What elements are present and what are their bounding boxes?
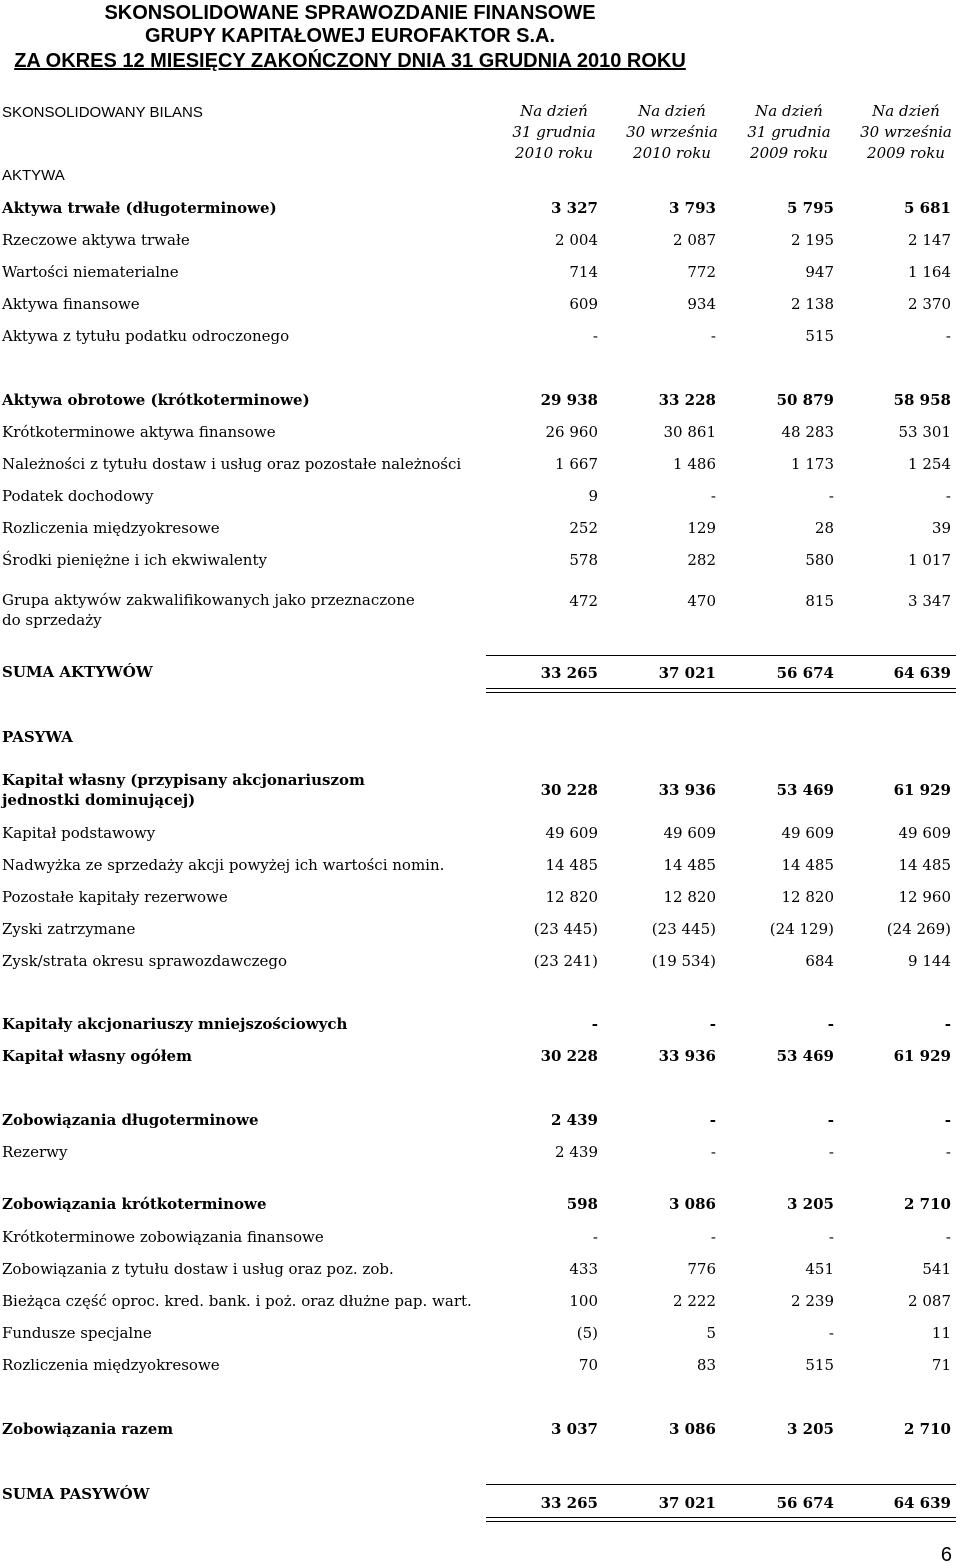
row-value: (23 445)	[533, 920, 598, 938]
row-label: Kapitał własny (przypisany akcjonariuszom jednostki dominującej)	[2, 771, 365, 809]
row-value: 1 667	[555, 455, 598, 473]
row-label: Aktywa obrotowe (krótkoterminowe)	[2, 391, 310, 409]
row-value: 1 017	[908, 551, 951, 569]
row-value: 1 254	[908, 455, 951, 473]
row-value: 30 861	[663, 423, 716, 441]
row-value: 14 485	[663, 856, 716, 874]
row-value: 2 004	[555, 231, 598, 249]
row-value: 2 195	[791, 231, 834, 249]
column-header-line: 2009 roku	[750, 144, 828, 162]
report-title-line2: GRUPY KAPITAŁOWEJ EUROFAKTOR S.A.	[144, 25, 556, 47]
row-value: 470	[687, 592, 716, 610]
row-value: 433	[569, 1260, 598, 1278]
row-value: 2 087	[673, 231, 716, 249]
row-value: (24 129)	[769, 920, 834, 938]
row-value: 3 327	[551, 199, 598, 217]
row-value: -	[828, 1143, 834, 1161]
row-value: (5)	[576, 1324, 598, 1342]
row-value: -	[710, 487, 716, 505]
total-rule	[486, 1484, 956, 1485]
row-value: 282	[687, 551, 716, 569]
row-value: 5 681	[904, 199, 951, 217]
row-value: 70	[578, 1356, 598, 1374]
row-value: 2 710	[904, 1195, 951, 1213]
row-value: 56 674	[776, 664, 834, 682]
row-label: Zyski zatrzymane	[2, 920, 136, 938]
column-header-line: Na dzień	[872, 102, 940, 120]
row-value: 28	[814, 519, 834, 537]
row-value: -	[828, 1324, 834, 1342]
aktywa-label: AKTYWA	[2, 167, 65, 184]
row-value: 61 929	[893, 1047, 951, 1065]
row-label: Nadwyżka ze sprzedaży akcji powyżej ich wartości nomin.	[2, 856, 445, 874]
row-value: 1 164	[908, 263, 951, 281]
row-label: Rozliczenia międzyokresowe	[2, 1356, 220, 1374]
row-value: 14 485	[781, 856, 834, 874]
row-value: 14 485	[545, 856, 598, 874]
row-label: Aktywa z tytułu podatku odroczonego	[2, 327, 290, 345]
page-number: 6	[940, 1544, 952, 1566]
row-value: -	[709, 1015, 716, 1033]
row-value: 2 439	[555, 1143, 598, 1161]
row-label: Kapitał własny ogółem	[2, 1047, 192, 1065]
row-value: 33 936	[658, 781, 716, 799]
row-value: 714	[569, 263, 598, 281]
row-value: (23 241)	[533, 952, 598, 970]
row-value: 100	[569, 1292, 598, 1310]
row-label: Rzeczowe aktywa trwałe	[2, 231, 190, 249]
row-label: SUMA AKTYWÓW	[2, 663, 153, 681]
row-value: 30 228	[540, 1047, 598, 1065]
report-title-line1: SKONSOLIDOWANE SPRAWOZDANIE FINANSOWE	[104, 2, 596, 24]
row-value: (23 445)	[651, 920, 716, 938]
row-value: -	[944, 1015, 951, 1033]
row-value: 1 173	[791, 455, 834, 473]
row-label: Podatek dochodowy	[2, 487, 154, 505]
row-label: Bieżąca część oproc. kred. bank. i poż. oraz dłużne pap. wart.	[2, 1292, 472, 1310]
row-value: -	[710, 327, 716, 345]
row-label: Kapitały akcjonariuszy mniejszościowych	[2, 1015, 348, 1033]
row-label: Aktywa finansowe	[2, 295, 140, 313]
row-value: 3 086	[669, 1420, 716, 1438]
column-header-line: 2010 roku	[633, 144, 711, 162]
column-header-line: Na dzień	[638, 102, 706, 120]
row-value: 5 795	[787, 199, 834, 217]
row-label: SUMA PASYWÓW	[2, 1485, 150, 1503]
row-value: 9 144	[908, 952, 951, 970]
row-value: 49 609	[663, 824, 716, 842]
row-value: 2 087	[908, 1292, 951, 1310]
row-value: 815	[805, 592, 834, 610]
row-label: Zobowiązania z tytułu dostaw i usług oraz poz. zob.	[2, 1260, 394, 1278]
row-value: 30 228	[540, 781, 598, 799]
row-value: -	[945, 1228, 951, 1246]
row-value: 772	[687, 263, 716, 281]
row-label: Zysk/strata okresu sprawozdawczego	[2, 952, 287, 970]
row-value: 684	[805, 952, 834, 970]
row-label: Aktywa trwałe (długoterminowe)	[2, 199, 277, 217]
row-value: 64 639	[893, 1494, 951, 1512]
row-label: Krótkoterminowe zobowiązania finansowe	[2, 1228, 324, 1246]
row-value: -	[710, 1143, 716, 1161]
row-value: 129	[687, 519, 716, 537]
row-value: 541	[922, 1260, 951, 1278]
row-value: 2 138	[791, 295, 834, 313]
row-value: 14 485	[898, 856, 951, 874]
row-value: 2 239	[791, 1292, 834, 1310]
row-value: 12 820	[663, 888, 716, 906]
column-header-line: 31 grudnia	[512, 123, 596, 141]
row-value: 49 609	[781, 824, 834, 842]
row-value: 776	[687, 1260, 716, 1278]
row-value: -	[709, 1111, 716, 1129]
row-value: 2 439	[551, 1111, 598, 1129]
row-label: Krótkoterminowe aktywa finansowe	[2, 423, 276, 441]
row-value: 3 037	[551, 1420, 598, 1438]
row-value: 2 147	[908, 231, 951, 249]
row-label: Pozostałe kapitały rezerwowe	[2, 888, 228, 906]
column-header-line: 2009 roku	[867, 144, 945, 162]
row-value: 12 820	[545, 888, 598, 906]
row-label: Zobowiązania razem	[2, 1420, 174, 1438]
row-value: 33 265	[540, 1494, 598, 1512]
column-header-line: 30 września	[860, 123, 952, 141]
column-header-line: 2010 roku	[515, 144, 593, 162]
row-value: 33 265	[540, 664, 598, 682]
row-value: 71	[931, 1356, 951, 1374]
row-value: 609	[569, 295, 598, 313]
row-value: 12 960	[898, 888, 951, 906]
row-label: Środki pieniężne i ich ekwiwalenty	[2, 551, 267, 569]
column-header-line: 31 grudnia	[747, 123, 831, 141]
row-value: 53 469	[776, 781, 834, 799]
column-header-line: Na dzień	[520, 102, 588, 120]
row-value: 29 938	[540, 391, 598, 409]
row-value: -	[945, 327, 951, 345]
total-rule	[486, 655, 956, 656]
row-value: -	[945, 1143, 951, 1161]
row-value: 598	[566, 1195, 598, 1213]
row-label: Wartości niematerialne	[2, 263, 179, 281]
row-value: 9	[588, 487, 598, 505]
row-value: 39	[931, 519, 951, 537]
row-value: -	[828, 487, 834, 505]
row-label: Grupa aktywów zakwalifikowanych jako przeznaczone do sprzedaży	[2, 591, 415, 629]
row-label: Rezerwy	[2, 1143, 68, 1161]
row-value: 53 469	[776, 1047, 834, 1065]
row-value: -	[710, 1228, 716, 1246]
row-value: -	[944, 1111, 951, 1129]
row-value: 451	[805, 1260, 834, 1278]
row-value: -	[827, 1015, 834, 1033]
row-value: 50 879	[776, 391, 834, 409]
row-value: 33 228	[658, 391, 716, 409]
row-value: 252	[569, 519, 598, 537]
total-rule	[486, 688, 956, 693]
row-value: 37 021	[658, 664, 716, 682]
row-value: -	[591, 1015, 598, 1033]
row-value: 58 958	[893, 391, 951, 409]
total-rule	[486, 1517, 956, 1522]
row-value: 2 370	[908, 295, 951, 313]
row-value: 1 486	[673, 455, 716, 473]
row-label: Zobowiązania długoterminowe	[2, 1111, 259, 1129]
row-value: -	[828, 1228, 834, 1246]
row-label: Rozliczenia międzyokresowe	[2, 519, 220, 537]
row-value: 3 347	[908, 592, 951, 610]
column-header-line: Na dzień	[755, 102, 823, 120]
section-title: SKONSOLIDOWANY BILANS	[2, 104, 203, 121]
row-value: 947	[805, 263, 834, 281]
row-label: Należności z tytułu dostaw i usług oraz pozostałe należności	[2, 455, 462, 473]
row-value: 2 710	[904, 1420, 951, 1438]
row-value: 49 609	[898, 824, 951, 842]
row-value: 12 820	[781, 888, 834, 906]
row-value: 61 929	[893, 781, 951, 799]
row-label: Fundusze specjalne	[2, 1324, 152, 1342]
row-value: 934	[687, 295, 716, 313]
row-value: 26 960	[545, 423, 598, 441]
row-value: 3 086	[669, 1195, 716, 1213]
report-title-line3: ZA OKRES 12 MIESIĘCY ZAKOŃCZONY DNIA 31 GRUDNIA 2010 ROKU	[14, 50, 686, 72]
row-value: 53 301	[898, 423, 951, 441]
row-value: 3 205	[787, 1195, 834, 1213]
row-value: 580	[805, 551, 834, 569]
row-value: (24 269)	[886, 920, 951, 938]
row-value: 472	[569, 592, 598, 610]
row-value: 515	[805, 1356, 834, 1374]
row-label: Zobowiązania krótkoterminowe	[2, 1195, 267, 1213]
row-value: 11	[931, 1324, 951, 1342]
row-value: 578	[569, 551, 598, 569]
row-value: 3 205	[787, 1420, 834, 1438]
row-value: -	[592, 327, 598, 345]
column-header-line: 30 września	[626, 123, 718, 141]
row-value: 515	[805, 327, 834, 345]
row-value: 5	[706, 1324, 716, 1342]
row-value: 83	[696, 1356, 716, 1374]
row-value: 2 222	[673, 1292, 716, 1310]
row-value: 64 639	[893, 664, 951, 682]
row-value: 3 793	[669, 199, 716, 217]
row-value: 49 609	[545, 824, 598, 842]
row-value: 37 021	[658, 1494, 716, 1512]
row-label: Kapitał podstawowy	[2, 824, 156, 842]
row-value: 33 936	[658, 1047, 716, 1065]
row-value: -	[592, 1228, 598, 1246]
pasywa-label: PASYWA	[2, 728, 73, 746]
row-value: -	[827, 1111, 834, 1129]
row-value: 56 674	[776, 1494, 834, 1512]
row-value: (19 534)	[651, 952, 716, 970]
row-value: 48 283	[781, 423, 834, 441]
row-value: -	[945, 487, 951, 505]
